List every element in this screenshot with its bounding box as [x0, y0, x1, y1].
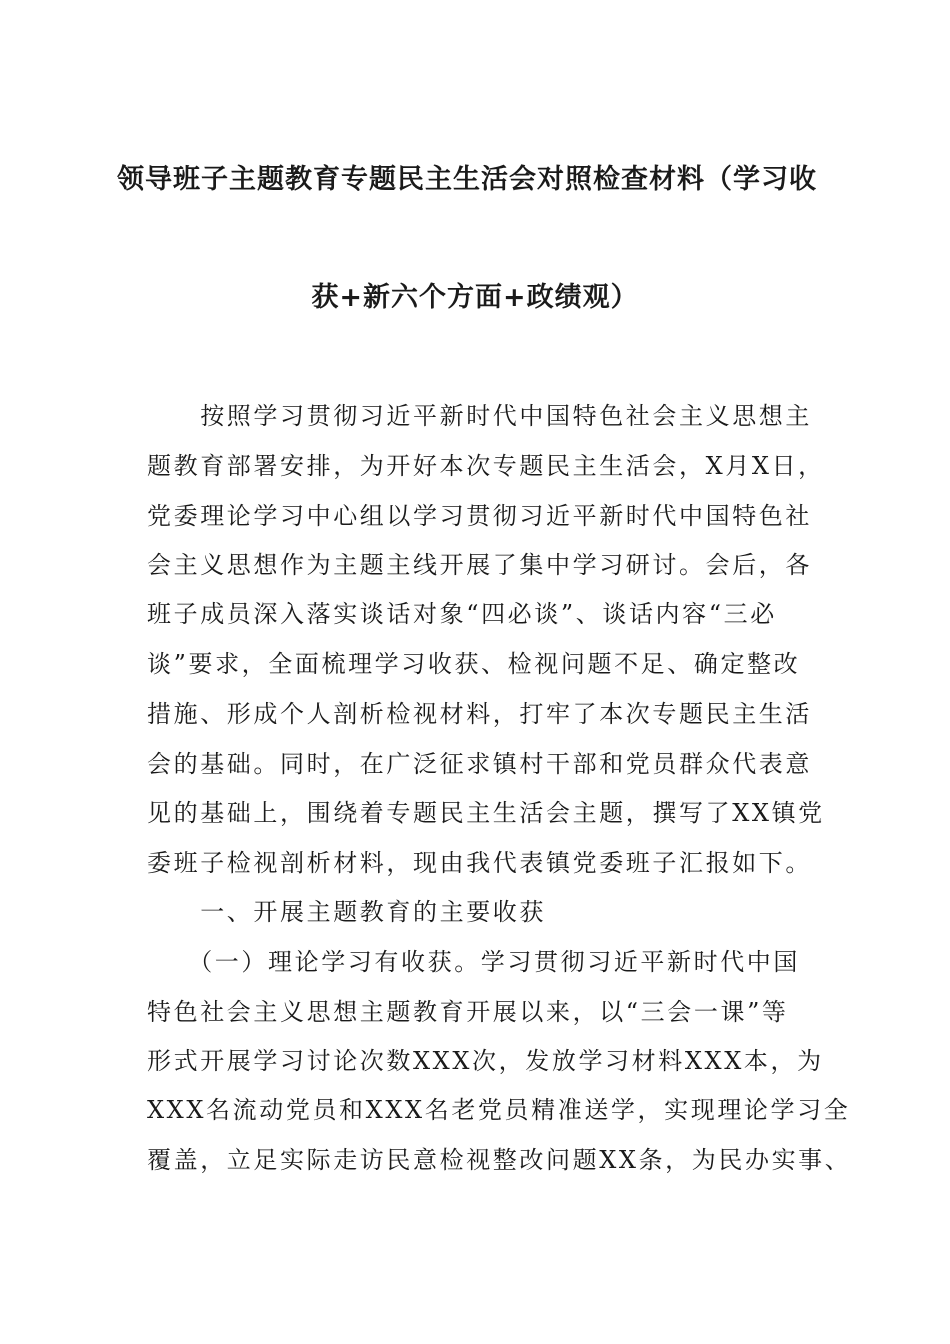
body-line: 委班子检视剖析材料，现由我代表镇党委班子汇报如下。: [147, 849, 812, 877]
body-line: 措施、形成个人剖析检视材料，打牢了本次专题民主生活: [147, 700, 812, 728]
body-line: 会主义思想作为主题主线开展了集中学习研讨。会后，各: [147, 551, 812, 579]
body-line: 形式开展学习讨论次数XXX次，发放学习材料XXX本，为: [147, 1047, 824, 1075]
body-line: 党委理论学习中心组以学习贯彻习近平新时代中国特色社: [147, 502, 812, 530]
body-line: 班子成员深入落实谈话对象“四必谈”、谈话内容“三必: [147, 600, 777, 628]
document-title-line-1: 领导班子主题教育专题民主生活会对照检查材料（学习收: [117, 164, 817, 195]
body-line: 题教育部署安排，为开好本次专题民主生活会，X月X日，: [147, 452, 825, 480]
body-line: （一）理论学习有收获。学习贯彻习近平新时代中国: [147, 948, 800, 976]
body-line: 谈”要求，全面梳理学习收获、检视问题不足、确定整改: [147, 650, 801, 678]
document-title-line-2: 获+新六个方面+政绩观）: [311, 282, 639, 313]
body-line: 会的基础。同时，在广泛征求镇村干部和党员群众代表意: [147, 750, 812, 778]
body-line: 覆盖，立足实际走访民意检视整改问题XX条，为民办实事、: [147, 1146, 852, 1174]
body-line: XXX名流动党员和XXX名老党员精准送学，实现理论学习全: [147, 1096, 851, 1124]
body-line: 特色社会主义思想主题教育开展以来，以“三会一课”等: [147, 998, 789, 1026]
body-line: 按照学习贯彻习近平新时代中国特色社会主义思想主: [147, 402, 812, 430]
section-heading: 一、开展主题教育的主要收获: [147, 898, 546, 926]
body-line: 见的基础上，围绕着专题民主生活会主题，撰写了XX镇党: [147, 799, 825, 827]
